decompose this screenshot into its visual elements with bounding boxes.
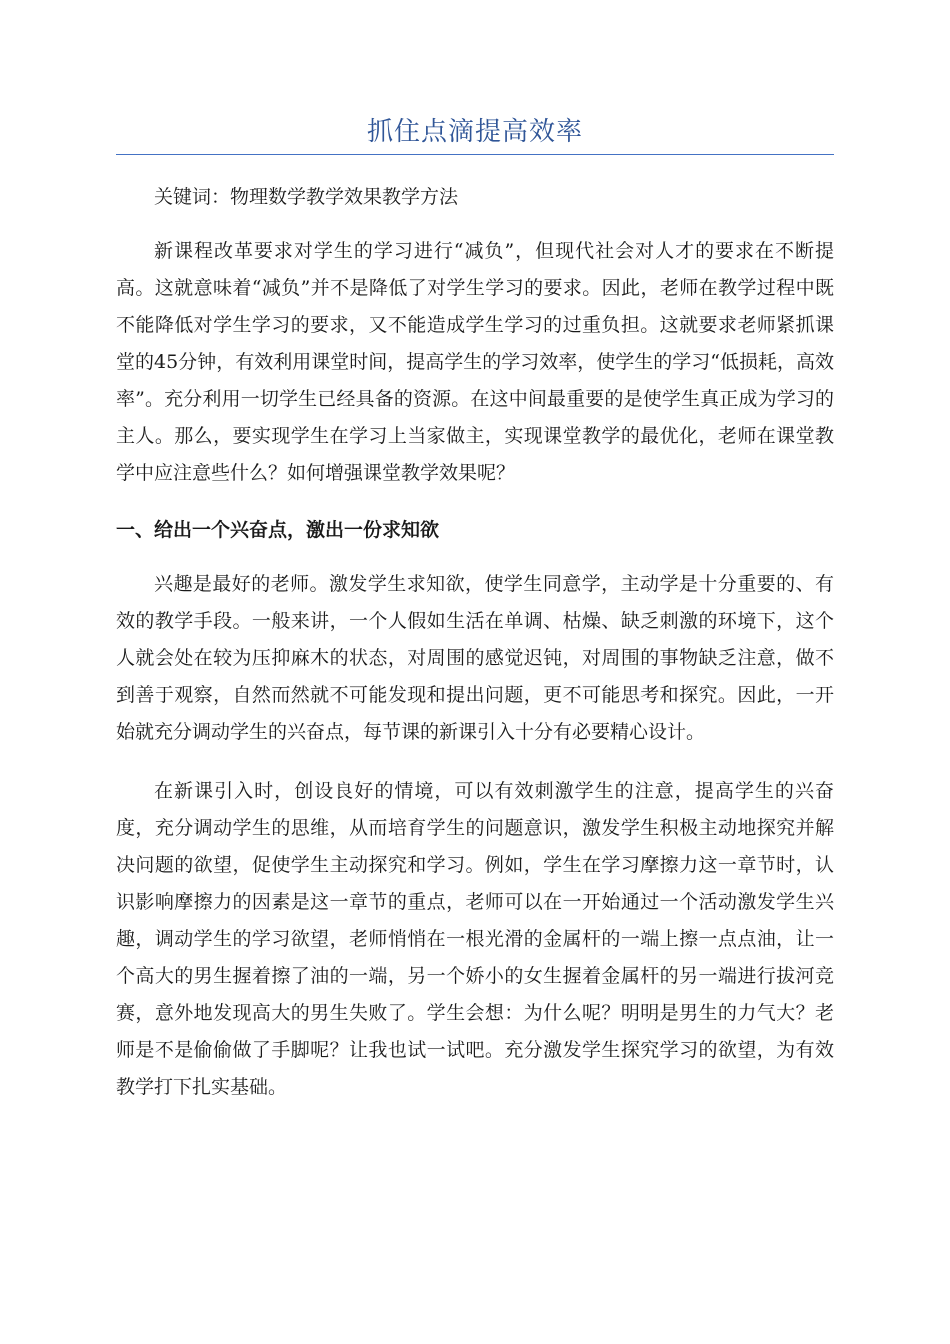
- section1-paragraph-1: 兴趣是最好的老师。激发学生求知欲，使学生同意学，主动学是十分重要的、有效的教学手段。一般来讲，一个人假如生活在单调、枯燥、缺乏刺激的环境下，这个人就会处在较为压抑麻木的状态，对周围的感觉迟钝，对周围的事物缺乏注意，做不到善于观察，自然而然就不可能发现和提出问题，更不可能思考和探究。因此，一开始就充分调动学生的兴奋点，每节课的新课引入十分有必要精心设计。: [116, 573, 834, 743]
- document-page: [116, 112, 834, 1106]
- section-heading-1: 一、给出一个兴奋点，激出一份求知欲: [116, 519, 440, 541]
- keywords-line: 关键词：物理数学教学效果教学方法: [154, 186, 459, 208]
- page-title: 抓住点滴提高效率: [116, 112, 834, 155]
- section1-paragraph-2: 在新课引入时，创设良好的情境，可以有效刺激学生的注意，提高学生的兴奋度，充分调动学生的思维，从而培育学生的问题意识，激发学生积极主动地探究并解决问题的欲望，促使学生主动探究和学习。例如，学生在学习摩擦力这一章节时，认识影响摩擦力的因素是这一章节的重点，老师可以在一开始通过一个活动激发学生兴趣，调动学生的学习欲望，老师悄悄在一根光滑的金属杆的一端上擦一点点油，让一个高大的男生握着擦了油的一端，另一个娇小的女生握着金属杆的另一端进行拔河竞赛，意外地发现高大的男生失败了。学生会想：为什么呢？明明是男生的力气大？老师是不是偷偷做了手脚呢？让我也试一试吧。充分激发学生探究学习的欲望，为有效教学打下扎实基础。: [116, 780, 834, 1098]
- intro-paragraph: 新课程改革要求对学生的学习进行“减负”，但现代社会对人才的要求在不断提高。这就意味着“减负”并不是降低了对学生学习的要求。因此，老师在教学过程中既不能降低对学生学习的要求，又不能造成学生学习的过重负担。这就要求老师紧抓课堂的45分钟，有效利用课堂时间，提高学生的学习效率，使学生的学习“低损耗，高效率”。充分利用一切学生已经具备的资源。在这中间最重要的是使学生真正成为学习的主人。那么，要实现学生在学习上当家做主，实现课堂教学的最优化，老师在课堂教学中应注意些什么？如何增强课堂教学效果呢？: [116, 240, 834, 484]
